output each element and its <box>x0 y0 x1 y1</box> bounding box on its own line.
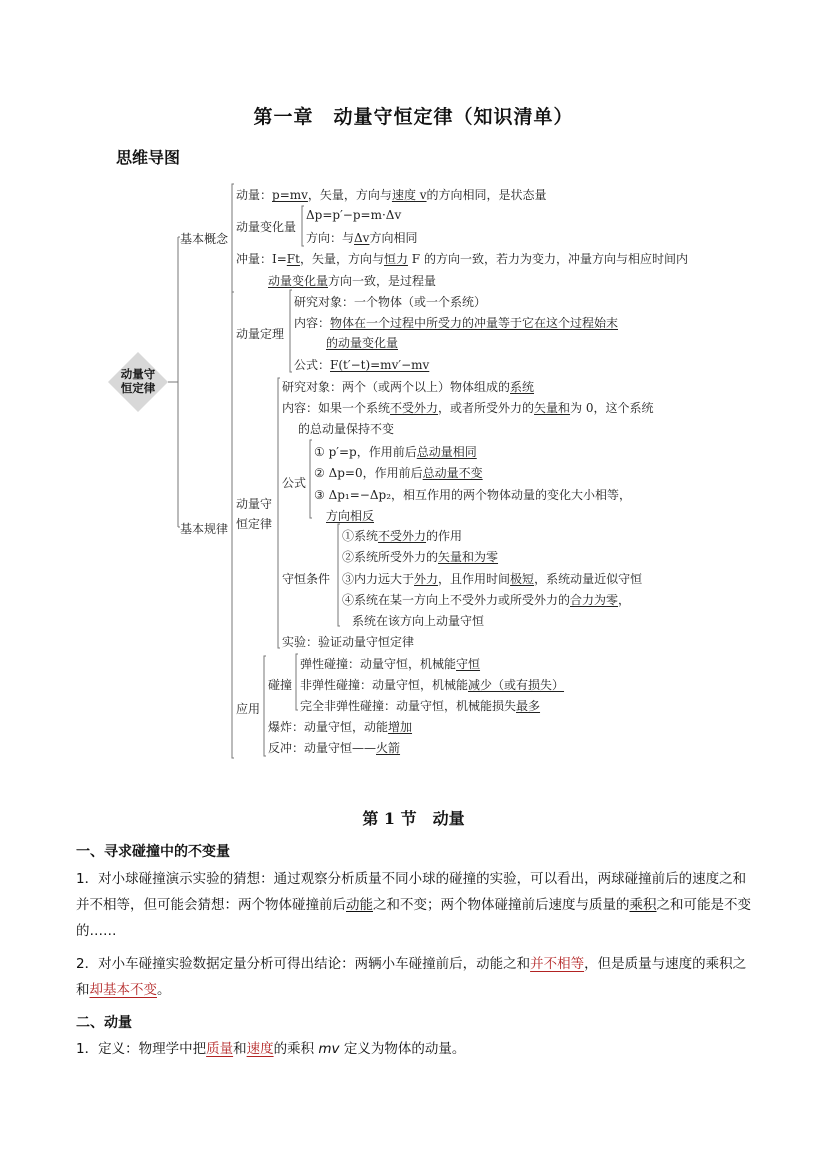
concept-momentum-change-direction: 方向：与Δv方向相同 <box>306 231 418 245</box>
section-title: 第 1 节 动量 <box>362 809 465 828</box>
perfectly-inelastic-collision: 完全非弹性碰撞：动量守恒，机械能损失最多 <box>300 699 541 713</box>
branch-basic-laws: 基本规律 <box>180 522 229 536</box>
condition-1: ①系统不受外力的作用 <box>342 529 463 543</box>
inelastic-collision: 非弹性碰撞：动量守恒，机械能减少（或有损失） <box>300 678 565 692</box>
section2-paragraph-1: 1．定义：物理学中把质量和速度的乘积 mv 定义为物体的动量。 <box>76 1041 466 1057</box>
concept-impulse-line2: 动量变化量方向一致，是过程量 <box>268 274 437 288</box>
concept-momentum-change-formula: Δp=p′−p=m·Δv <box>306 208 402 222</box>
page-title: 第一章 动量守恒定律（知识清单） <box>253 106 574 128</box>
conservation-object: 研究对象：两个（或两个以上）物体组成的系统 <box>282 380 535 394</box>
conservation-content-line2: 的总动量保持不变 <box>298 422 395 436</box>
conditions-label: 守恒条件 <box>282 572 331 586</box>
experiment: 实验：验证动量守恒定律 <box>282 635 415 649</box>
section1-paragraph-1: 1．对小球碰撞演示实验的猜想：通过观察分析质量不同小球的碰撞的实验，可以看出，两球碰撞前后的速度之和并不相等，但可能会猜想：两个物体碰撞前后动能之和不变；两个物体碰撞前后速度与质量的乘积之和可能是不变的…… <box>76 871 751 939</box>
theorem-object: 研究对象：一个物体（或一个系统） <box>294 295 487 309</box>
application-label: 应用 <box>236 702 261 716</box>
concept-impulse: 冲量：I=Ft，矢量，方向与恒力 F 的方向一致，若力为变力，冲量方向与相应时间内 <box>236 252 688 266</box>
explosion: 爆炸：动量守恒，动能增加 <box>268 720 413 734</box>
condition-3: ③内力远大于外力，且作用时间极短，系统动量近似守恒 <box>342 572 643 586</box>
theorem-content: 内容：物体在一个过程中所受力的冲量等于它在这个过程始末 <box>294 316 619 330</box>
conservation-label: 动量守 恒定律 <box>236 497 273 531</box>
theorem-formula: 公式：F(t′−t)=mv′−mv <box>294 358 430 372</box>
section1-heading: 一、寻求碰撞中的不变量 <box>76 844 230 860</box>
section1-paragraph-2: 2．对小车碰撞实验数据定量分析可得出结论：两辆小车碰撞前后，动能之和并不相等，但是质量与速度的乘积之和却基本不变。 <box>76 956 747 998</box>
theorem-content-line2: 的动量变化量 <box>326 336 399 350</box>
formula-3-line2: 方向相反 <box>326 509 375 523</box>
formula-1: ① p′=p，作用前后总动量相同 <box>314 445 477 459</box>
elastic-collision: 弹性碰撞：动量守恒，机械能守恒 <box>300 657 481 671</box>
section2-heading: 二、动量 <box>76 1015 132 1031</box>
formula-3: ③ Δp₁=−Δp₂，相互作用的两个物体动量的变化大小相等， <box>314 488 631 502</box>
condition-2: ②系统所受外力的矢量和为零 <box>342 550 499 564</box>
mindmap-heading: 思维导图 <box>116 148 181 167</box>
collision-label: 碰撞 <box>268 678 293 692</box>
concept-momentum-change-label: 动量变化量 <box>236 220 297 234</box>
concept-momentum: 动量：p=mv，矢量，方向与速度 v的方向相同，是状态量 <box>236 188 547 202</box>
root-node-label: 动量守 恒定律 <box>120 367 156 395</box>
theorem-label: 动量定理 <box>236 327 285 341</box>
recoil: 反冲：动量守恒——火箭 <box>268 741 401 755</box>
formula-2: ② Δp=0，作用前后总动量不变 <box>314 466 483 480</box>
formula-label: 公式 <box>282 476 307 490</box>
conservation-content: 内容：如果一个系统不受外力，或者所受外力的矢量和为 0，这个系统 <box>282 401 654 415</box>
condition-4: ④系统在某一方向上不受外力或所受外力的合力为零， <box>342 593 631 607</box>
branch-basic-concepts: 基本概念 <box>180 232 229 246</box>
condition-4-line2: 系统在该方向上动量守恒 <box>352 614 485 628</box>
